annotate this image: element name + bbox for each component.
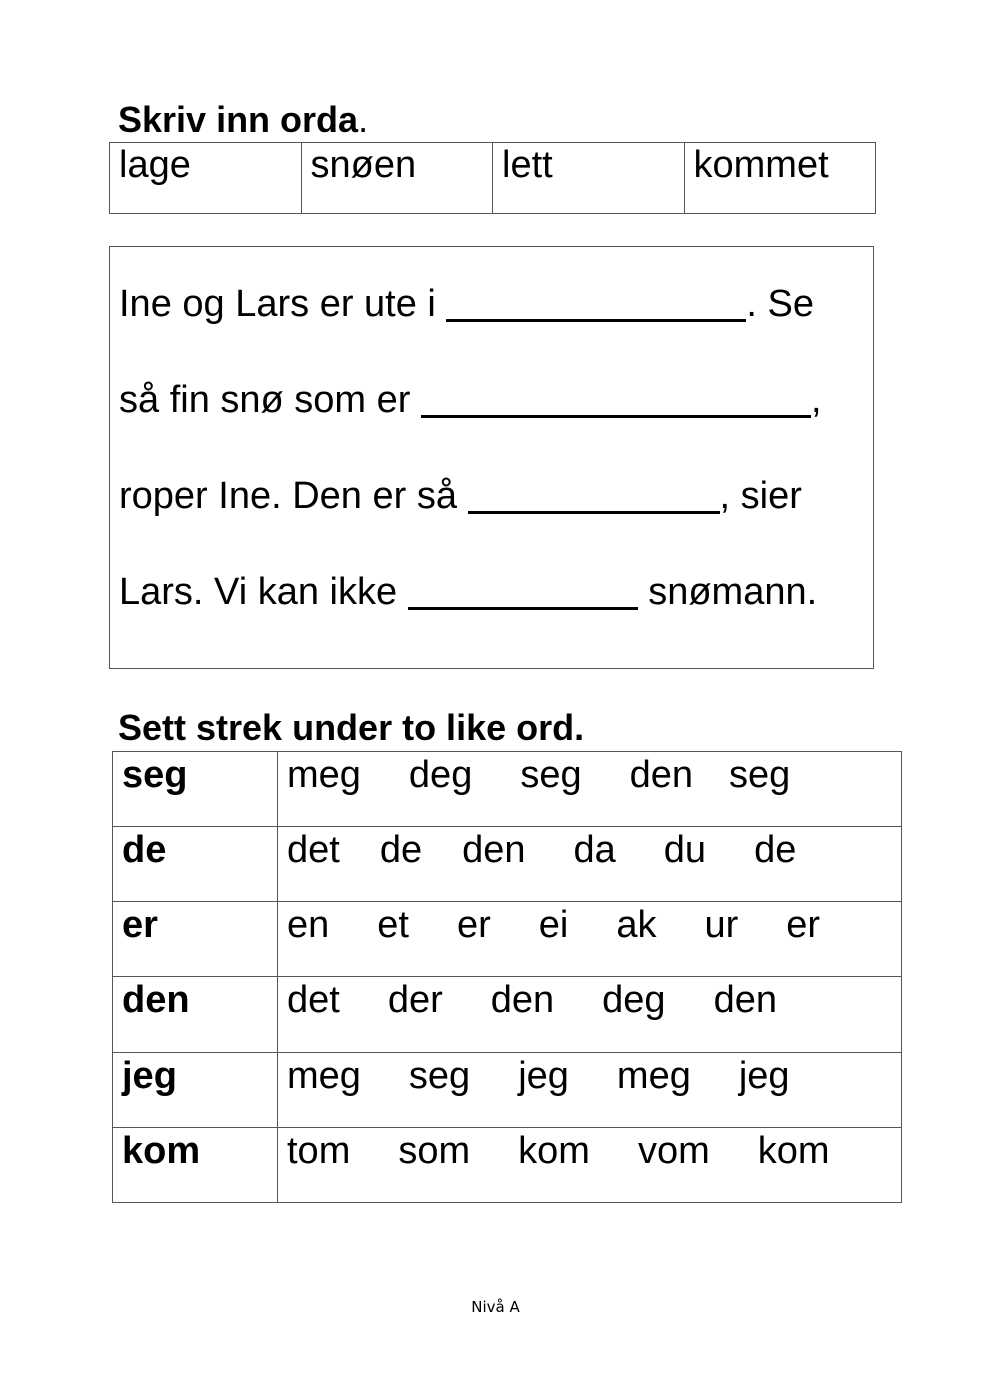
answer-blank[interactable]: [446, 283, 746, 322]
match-row: [113, 1127, 902, 1202]
option-cell: [278, 1127, 902, 1202]
option-cell: [278, 977, 902, 1052]
option-word[interactable]: er: [786, 904, 821, 947]
option-word[interactable]: du: [663, 829, 707, 872]
option-word[interactable]: et: [377, 904, 409, 947]
answer-blank[interactable]: [421, 379, 811, 418]
option-word[interactable]: som: [398, 1129, 471, 1172]
target-word: den: [113, 977, 278, 1052]
story-text: så fin snø som er: [119, 379, 421, 421]
option-word[interactable]: det: [287, 829, 340, 872]
story-line: [119, 283, 814, 323]
answer-blank[interactable]: [408, 571, 638, 610]
target-word: de: [113, 827, 278, 902]
match-row: [113, 827, 902, 902]
option-word[interactable]: jeg: [738, 1054, 790, 1097]
option-cell: [278, 827, 902, 902]
option-word[interactable]: da: [573, 829, 616, 872]
footer-level: Nivå A: [471, 1298, 520, 1316]
match-table: [112, 751, 902, 1203]
story-text: snømann.: [637, 571, 818, 613]
match-row: [113, 902, 902, 977]
option-word[interactable]: den: [462, 829, 526, 872]
option-word[interactable]: meg: [287, 754, 361, 796]
option-word[interactable]: det: [287, 979, 340, 1022]
word-bank-cell: lett: [493, 143, 685, 214]
story-text: . Se: [746, 283, 815, 325]
option-word[interactable]: den: [713, 979, 777, 1022]
word-bank-row: [110, 143, 876, 214]
option-cell: [278, 752, 902, 827]
section1-title-punct: .: [358, 99, 369, 140]
option-word[interactable]: de: [754, 829, 797, 872]
story-line: [119, 379, 822, 419]
section1-title: [118, 99, 369, 140]
option-word[interactable]: de: [379, 829, 423, 872]
option-word[interactable]: ur: [704, 904, 739, 947]
word-bank-table: [109, 142, 876, 214]
story-line: [119, 475, 802, 515]
option-word[interactable]: er: [456, 904, 491, 947]
match-row: [113, 752, 902, 827]
section1-title-text: Skriv inn orda: [118, 99, 359, 140]
option-word[interactable]: deg: [408, 754, 473, 796]
target-word: er: [113, 902, 278, 977]
answer-blank[interactable]: [468, 475, 720, 514]
section2-title: Sett strek under to like ord.: [118, 707, 585, 748]
word-bank-cell: lage: [110, 143, 302, 214]
option-word[interactable]: kom: [518, 1129, 590, 1172]
story-text: roper Ine. Den er så: [119, 475, 468, 517]
target-word: kom: [113, 1127, 278, 1202]
story-box: [109, 246, 874, 669]
option-word[interactable]: seg: [408, 1054, 471, 1097]
match-row: [113, 977, 902, 1052]
option-cell: [278, 902, 902, 977]
option-word[interactable]: den: [490, 979, 555, 1022]
option-word[interactable]: meg: [287, 1054, 361, 1097]
target-word: jeg: [113, 1052, 278, 1127]
story-text: , sier: [719, 475, 802, 517]
story-text: ,: [810, 379, 822, 421]
story-line: [119, 571, 817, 611]
option-word[interactable]: vom: [637, 1129, 710, 1172]
option-word[interactable]: tom: [287, 1129, 351, 1172]
option-word[interactable]: der: [387, 979, 443, 1022]
word-bank-cell: snøen: [301, 143, 493, 214]
option-word[interactable]: ak: [616, 904, 657, 947]
target-word: seg: [113, 752, 278, 827]
match-row: [113, 1052, 902, 1127]
word-bank-cell: kommet: [684, 143, 876, 214]
option-word[interactable]: en: [287, 904, 330, 947]
option-word[interactable]: meg: [616, 1054, 691, 1097]
option-cell: [278, 1052, 902, 1127]
option-word[interactable]: ei: [538, 904, 569, 947]
option-word[interactable]: seg: [729, 754, 791, 796]
option-word[interactable]: kom: [757, 1129, 830, 1172]
match-table-body: [113, 752, 902, 1203]
option-word[interactable]: jeg: [518, 1054, 569, 1097]
option-word[interactable]: seg: [520, 754, 582, 796]
option-word[interactable]: den: [629, 754, 694, 796]
story-text: Ine og Lars er ute i: [119, 283, 447, 325]
option-word[interactable]: deg: [602, 979, 666, 1022]
story-text: Lars. Vi kan ikke: [119, 571, 408, 613]
